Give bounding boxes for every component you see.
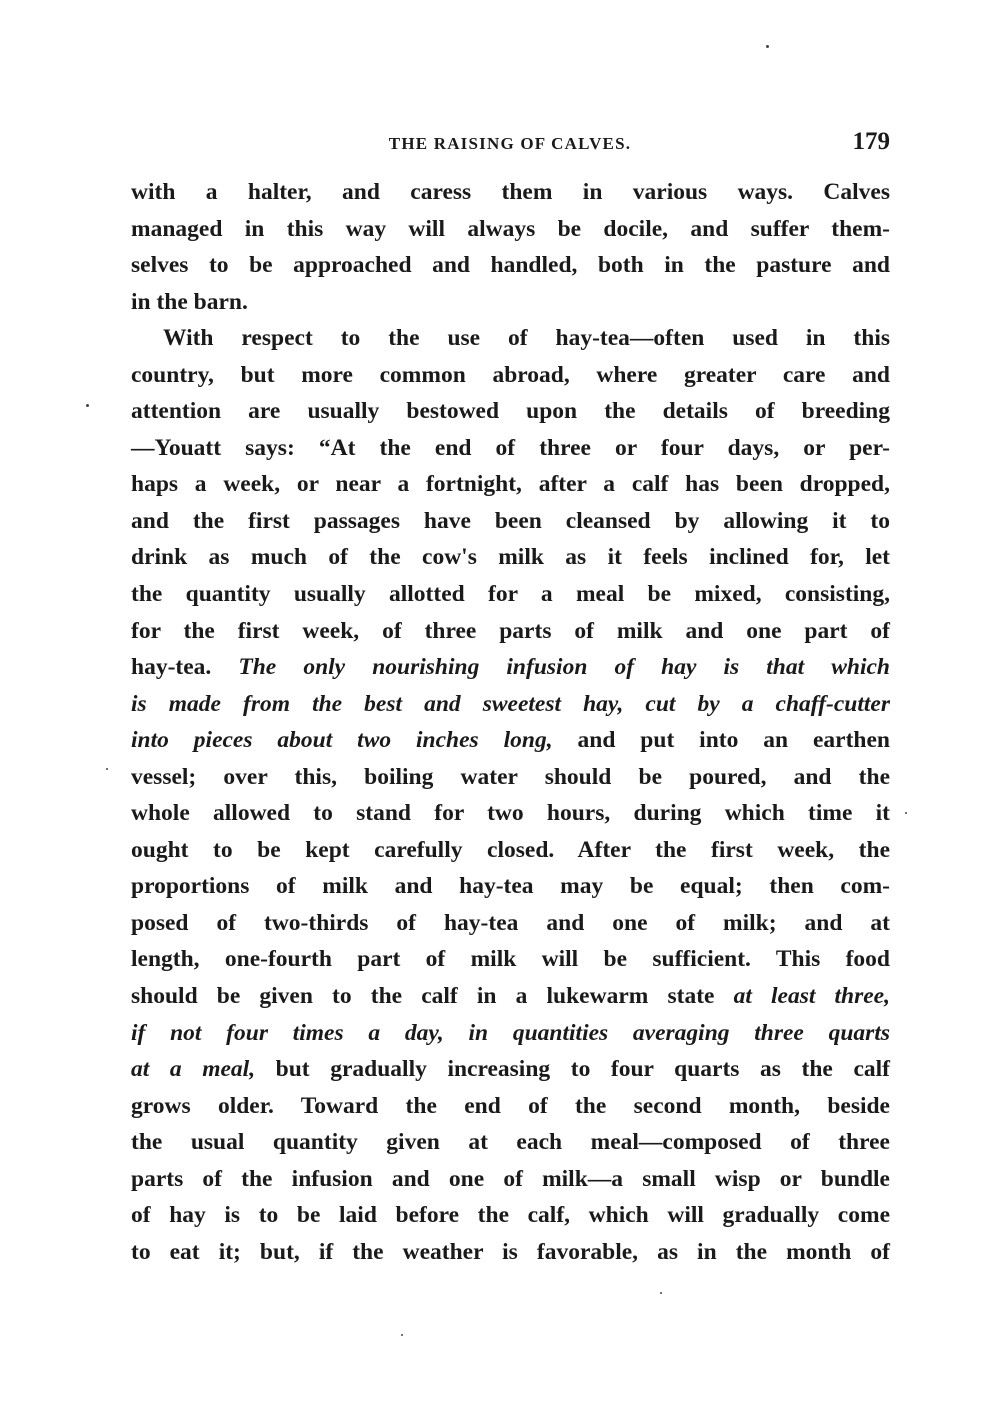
text-segment: grows older. Toward the end of the second month, beside <box>131 1092 890 1119</box>
text-line <box>131 320 890 357</box>
text-line <box>131 759 890 796</box>
page-number: 179 <box>852 128 890 155</box>
scan-speck <box>766 45 769 48</box>
scan-speck <box>905 812 907 814</box>
text-line <box>131 357 890 394</box>
text-line <box>131 247 890 284</box>
text-segment: country, but more common abroad, where greater care and <box>131 361 890 388</box>
text-segment: the quantity usually allotted for a meal be mixed, consisting, <box>131 581 890 608</box>
text-line <box>131 832 890 869</box>
italic-text-segment: into pieces about two inches long, <box>131 727 553 754</box>
text-segment: length, one-fourth part of milk will be sufficient. This food <box>131 946 890 973</box>
text-segment: of hay is to be laid before the calf, which will gradually come <box>131 1202 890 1229</box>
running-title: THE RAISING OF CALVES. <box>388 134 632 153</box>
text-segment: vessel; over this, boiling water should be poured, and the <box>131 763 890 790</box>
text-segment: managed in this way will always be docile, and suffer them- <box>131 215 890 242</box>
text-segment: proportions of milk and hay-tea may be equal; then com- <box>131 873 890 900</box>
scan-speck <box>106 768 108 770</box>
italic-text-segment: if not four times a day, in quantities averaging three quarts <box>131 1019 890 1046</box>
text-line <box>131 795 890 832</box>
text-segment: with a halter, and caress them in various ways. Calves <box>131 179 890 205</box>
text-line <box>131 649 890 686</box>
italic-text-segment: is made from the best and sweetest hay, cut by a chaff-cutter <box>131 690 890 717</box>
text-segment: haps a week, or near a fortnight, after a calf has been dropped, <box>131 471 890 498</box>
text-line <box>131 868 890 905</box>
text-segment: ought to be kept carefully closed. After the first week, the <box>131 836 890 863</box>
text-line <box>131 211 890 248</box>
text-line <box>131 174 890 211</box>
running-head <box>130 128 890 162</box>
text-segment: to eat it; but, if the weather is favorable, as in the month of <box>131 1238 890 1265</box>
scan-speck <box>660 1292 662 1294</box>
text-line <box>131 1015 890 1052</box>
italic-text-segment: The only nourishing infusion of hay is that which <box>238 654 890 681</box>
text-line <box>131 1234 890 1271</box>
italic-text-segment: at a meal, <box>131 1056 256 1083</box>
text-segment: attention are usually bestowed upon the details of breeding <box>131 398 890 425</box>
text-segment: but gradually increasing to four quarts as the calf <box>255 1056 890 1083</box>
text-segment: for the first week, of three parts of milk and one part of <box>131 617 890 644</box>
text-line <box>131 284 890 321</box>
text-line <box>131 430 890 467</box>
text-line <box>131 613 890 650</box>
text-line <box>131 722 890 759</box>
scan-speck <box>401 1334 403 1336</box>
text-line <box>131 466 890 503</box>
scan-speck <box>86 404 89 407</box>
text-line <box>131 941 890 978</box>
text-segment: and the first passages have been cleansed by allowing it to <box>131 507 890 534</box>
text-line <box>131 1161 890 1198</box>
text-segment: drink as much of the cow's milk as it feels inclined for, let <box>131 544 890 571</box>
text-segment: parts of the infusion and one of milk—a small wisp or bundle <box>131 1165 890 1192</box>
text-segment: With respect to the use of hay-tea—often used in this <box>163 325 890 352</box>
text-line <box>131 576 890 613</box>
text-line <box>131 1197 890 1234</box>
text-line <box>131 393 890 430</box>
text-segment: and put into an earthen <box>552 727 890 754</box>
text-line <box>131 539 890 576</box>
text-segment: hay-tea. <box>131 654 239 681</box>
text-segment: in the barn. <box>131 288 248 315</box>
text-line <box>131 686 890 723</box>
text-segment: should be given to the calf in a lukewarm state <box>131 983 734 1010</box>
text-line <box>131 978 890 1015</box>
text-line <box>131 503 890 540</box>
text-segment: selves to be approached and handled, both in the pasture and <box>131 252 890 279</box>
italic-text-segment: at least three, <box>733 983 890 1010</box>
text-segment: the usual quantity given at each meal—composed of three <box>131 1129 890 1156</box>
text-segment: posed of two-thirds of hay-tea and one of milk; and at <box>131 909 890 936</box>
text-line <box>131 1051 890 1088</box>
text-segment: —Youatt says: “At the end of three or four days, or per- <box>131 434 890 461</box>
text-line <box>131 1124 890 1161</box>
text-line <box>131 905 890 942</box>
text-line <box>131 1088 890 1125</box>
body-text <box>131 174 890 1270</box>
text-segment: whole allowed to stand for two hours, during which time it <box>131 800 890 827</box>
